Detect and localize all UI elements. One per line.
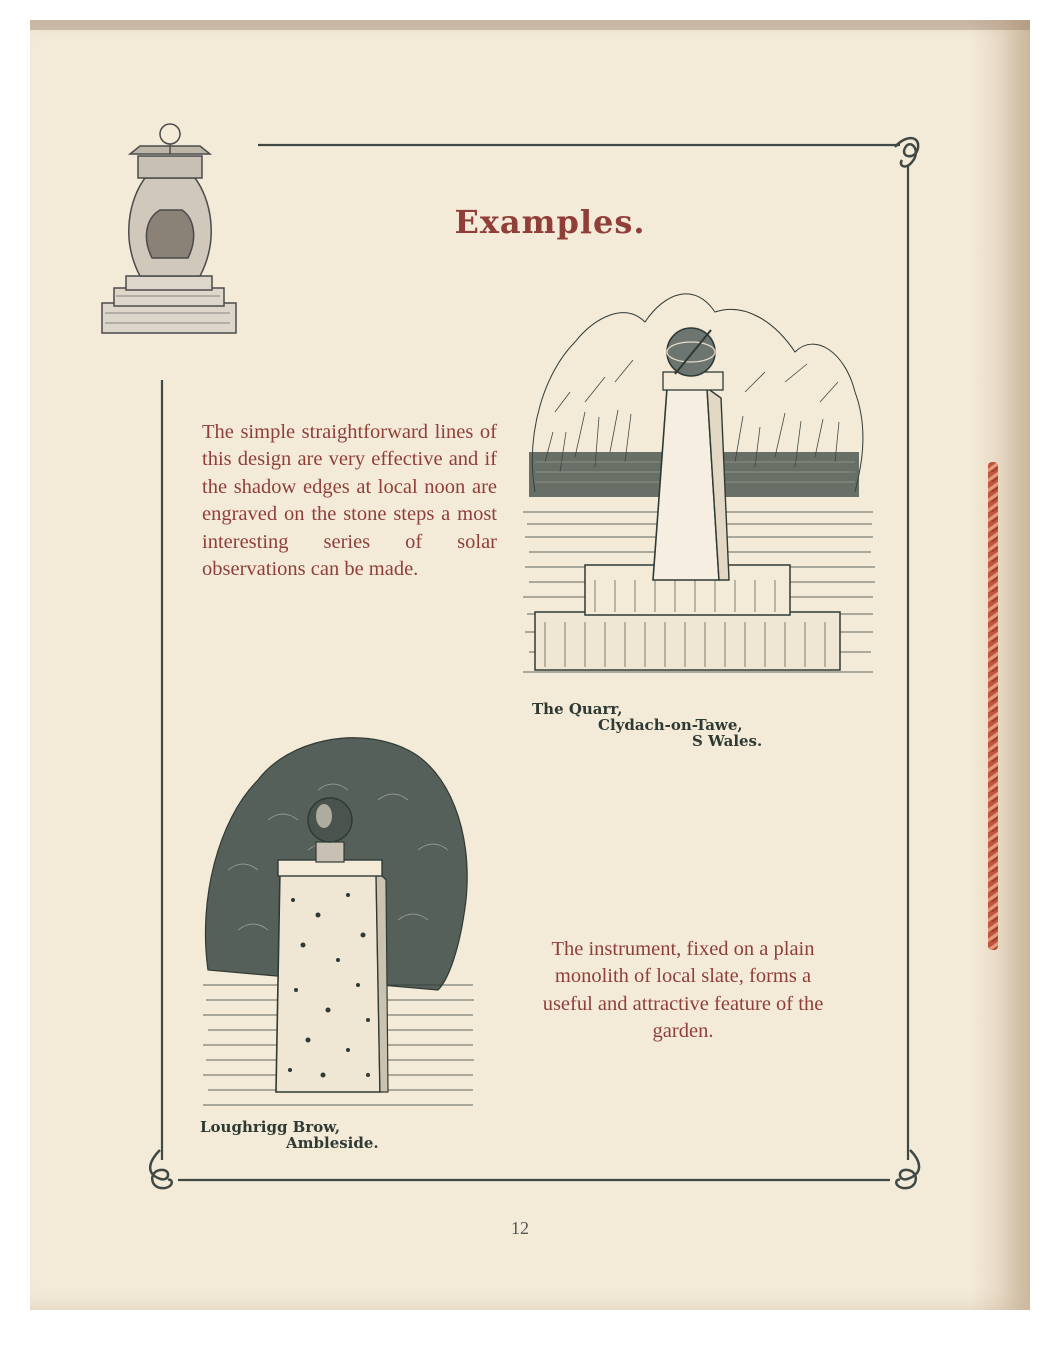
sundial-vignette-icon	[100, 118, 240, 348]
quarr-sundial-illustration	[515, 262, 877, 698]
quarr-caption-line2: Clydach-on-Tawe,	[598, 716, 743, 734]
description-paragraph-top: The simple straightforward lines of this design are very effective and if the shadow edges at local noon are engraved on the stone steps a most interesting series of solar observations can be made.	[202, 420, 497, 580]
loughrigg-caption-line1: Loughrigg Brow,	[200, 1118, 341, 1136]
loughrigg-caption-line2: Ambleside.	[286, 1134, 379, 1152]
quarr-caption-line1: The Quarr,	[532, 700, 623, 718]
corner-flourish-top-right	[895, 138, 918, 166]
page-title: Examples.	[454, 203, 646, 242]
quarr-caption-line3: S Wales.	[692, 732, 763, 750]
loughrigg-sundial-illustration	[198, 720, 478, 1120]
binding-cord	[986, 462, 1000, 950]
page-number: 12	[511, 1218, 529, 1238]
description-paragraph-bottom: The instrument, fixed on a plain monolith of local slate, forms a useful and attractive feature of the garden.	[542, 937, 824, 1042]
